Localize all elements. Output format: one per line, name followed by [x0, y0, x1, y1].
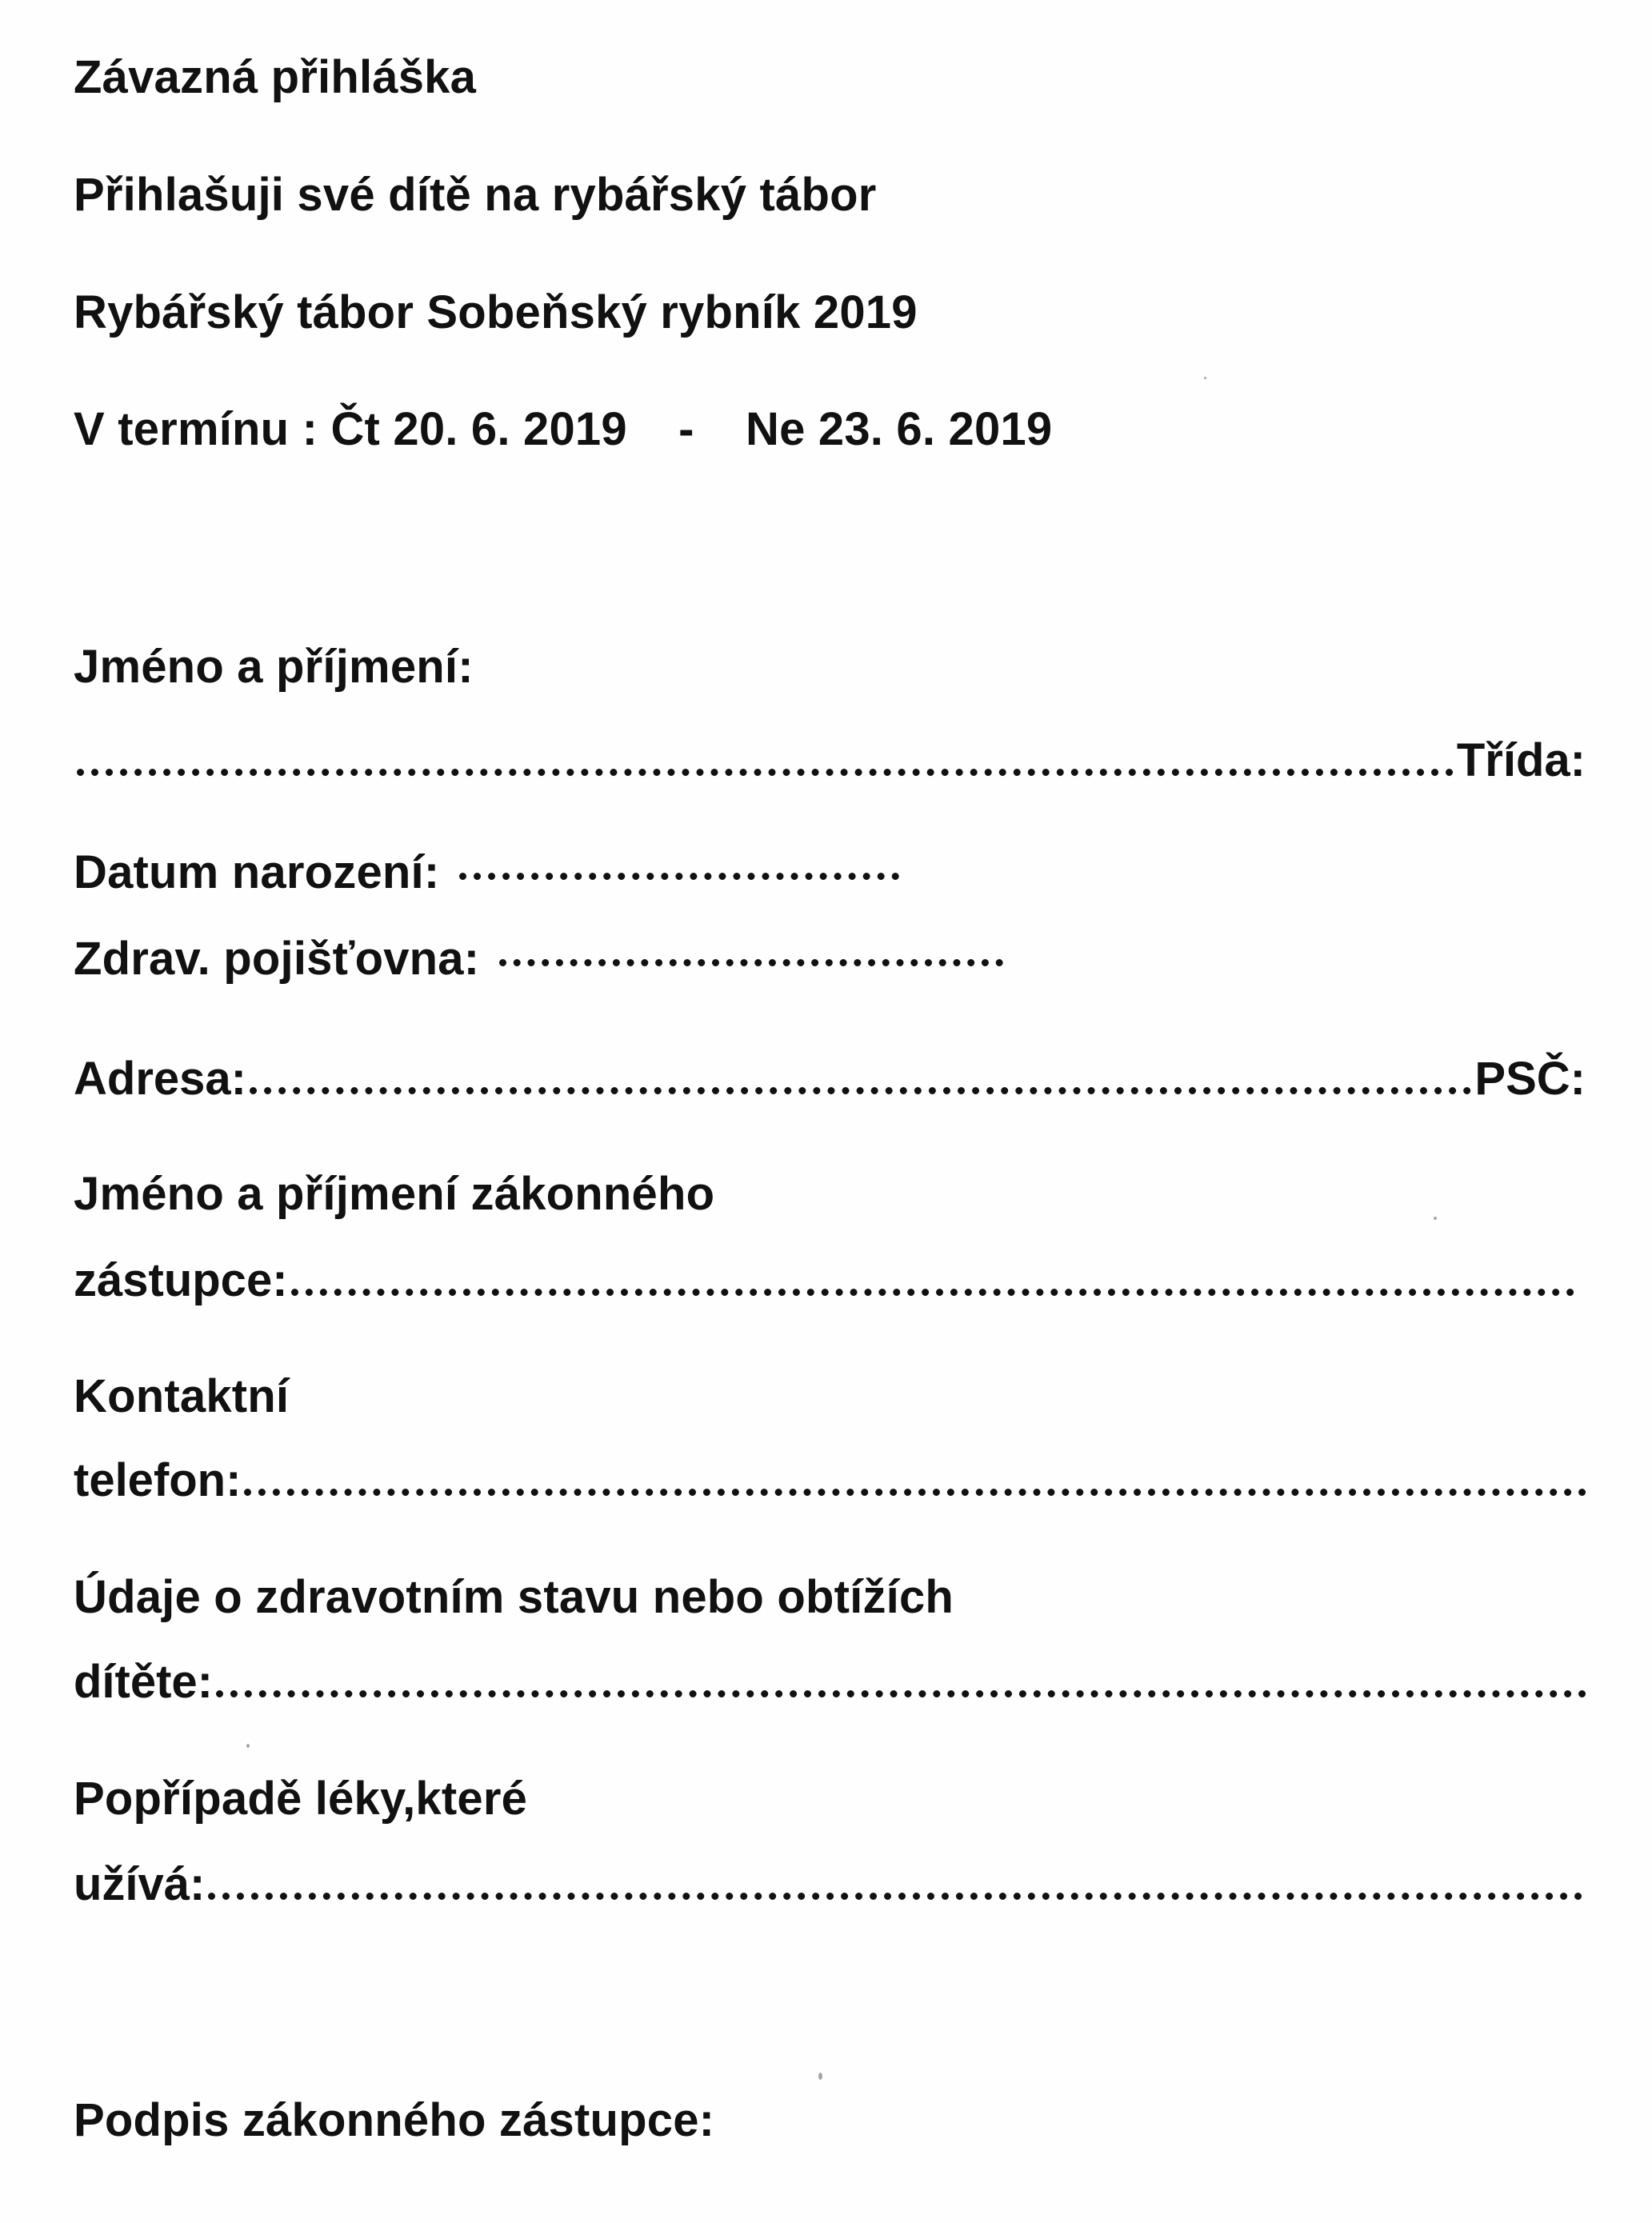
- insurance-label: Zdrav. pojišťovna:: [74, 933, 480, 985]
- term-separator: -: [678, 403, 694, 455]
- camp-term: [74, 403, 1053, 455]
- zip-label: PSČ:: [1474, 1053, 1586, 1105]
- phone-fill-dots[interactable]: [244, 1489, 1586, 1496]
- medication-fill-dots[interactable]: [208, 1893, 1582, 1900]
- term-end: Ne 23. 6. 2019: [746, 403, 1053, 455]
- name-label: Jméno a příjmení:: [74, 641, 474, 693]
- term-prefix: V termínu :: [74, 403, 318, 455]
- health-label-line-1: Údaje o zdravotním stavu nebo obtížích: [74, 1571, 954, 1623]
- name-fill-dots[interactable]: [77, 769, 1454, 776]
- scan-speck: [1434, 1217, 1437, 1220]
- signature-label: Podpis zákonného zástupce:: [74, 2094, 715, 2146]
- insurance-row[interactable]: [74, 933, 1003, 985]
- medication-row[interactable]: [74, 1852, 1586, 1908]
- guardian-row[interactable]: [74, 1248, 1578, 1304]
- term-start: Čt 20. 6. 2019: [330, 403, 627, 455]
- insurance-fill-dots[interactable]: [499, 959, 1003, 966]
- form-title: Závazná přihláška: [74, 51, 477, 103]
- guardian-fill-dots[interactable]: [291, 1289, 1574, 1296]
- registration-statement: Přihlašuji své dítě na rybářský tábor: [74, 169, 877, 221]
- phone-label-line-1: Kontaktní: [74, 1370, 290, 1422]
- birth-date-fill-dots[interactable]: [459, 873, 899, 880]
- scan-speck: [818, 2073, 822, 2080]
- health-label-line-2: dítěte:: [74, 1656, 213, 1708]
- phone-label-line-2: telefon:: [74, 1454, 242, 1506]
- scan-speck: [246, 1744, 250, 1748]
- guardian-label-line-1: Jméno a příjmení zákonného: [74, 1168, 715, 1220]
- address-fill-dots[interactable]: [250, 1087, 1471, 1094]
- scan-speck: [1204, 377, 1206, 379]
- guardian-label-line-2: zástupce:: [74, 1254, 288, 1306]
- address-label: Adresa:: [74, 1053, 246, 1105]
- camp-name: Rybářský tábor Sobeňský rybník 2019: [74, 286, 918, 338]
- health-fill-dots[interactable]: [216, 1690, 1586, 1697]
- birth-date-label: Datum narození:: [74, 846, 440, 898]
- phone-row[interactable]: [74, 1448, 1590, 1504]
- medication-label-line-1: Popřípadě léky,které: [74, 1773, 528, 1825]
- class-label: Třída:: [1456, 734, 1586, 786]
- birth-date-row[interactable]: [74, 846, 899, 898]
- address-row[interactable]: [74, 1046, 1586, 1105]
- health-row[interactable]: [74, 1649, 1590, 1708]
- medication-label-line-2: užívá:: [74, 1858, 206, 1910]
- name-class-fill-line[interactable]: [74, 728, 1586, 784]
